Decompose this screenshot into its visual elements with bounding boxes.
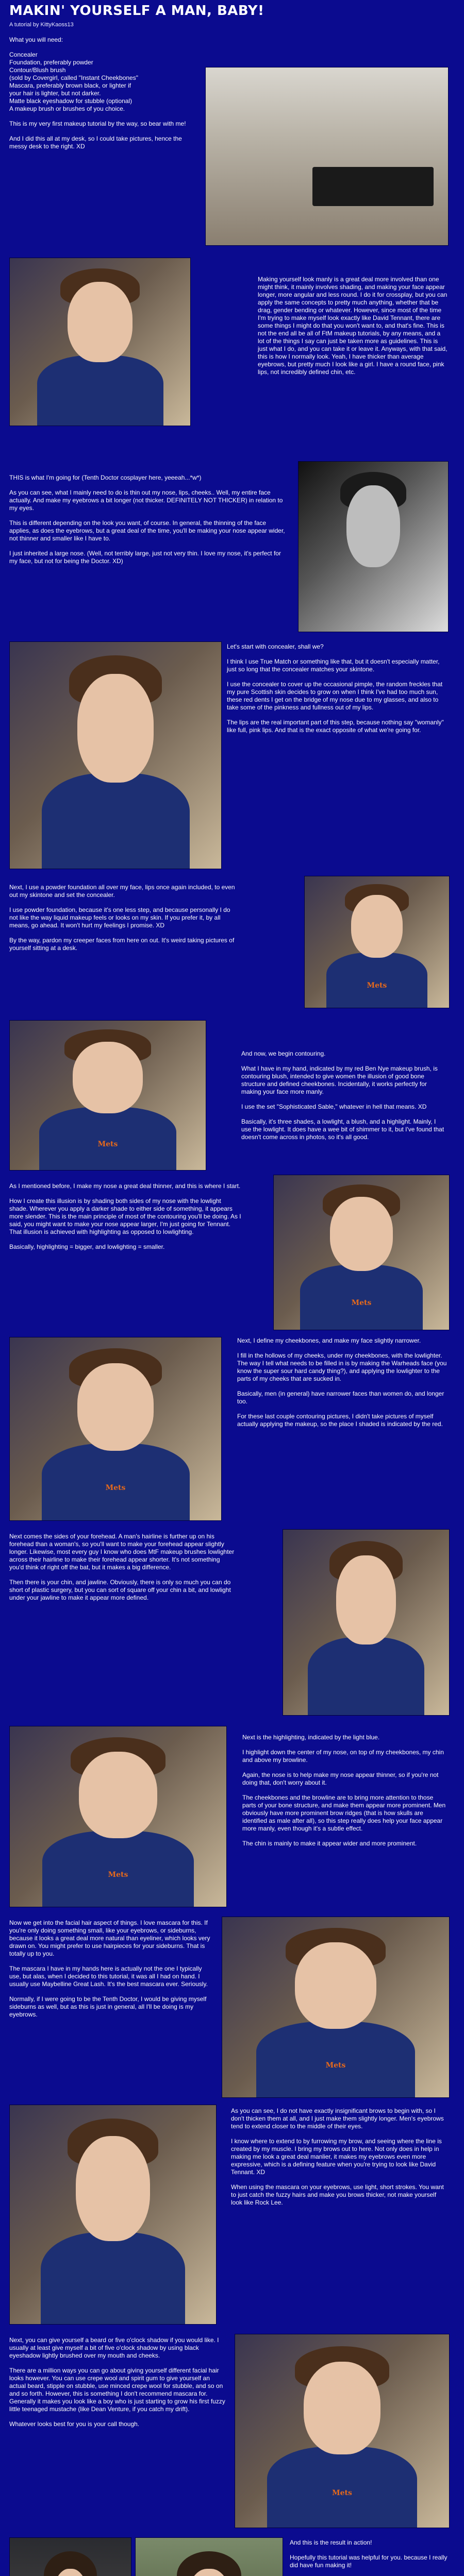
concealer-p1: Let's start with concealer, shall we? (227, 643, 324, 650)
supply-item: A makeup brush or brushes of you choice. (9, 105, 125, 112)
cheekbone-p3: Basically, men (in general) have narrower faces than women do, and longer too. (237, 1390, 444, 1405)
goal-p2: As you can see, what I mainly need to do is thin out my nose, lips, cheeks.. Well, my entire face actually. And make my eyebrows a bit longer (not thicker. DEFINITELY NOT THICKER) in relation to my eyes. (9, 489, 283, 512)
highlight-p2: I highlight down the center of my nose, on top of my cheekbones, my chin and above my browline. (242, 1749, 444, 1764)
nose-photo (273, 1175, 450, 1330)
nose-p3: Basically, highlighting = bigger, and lowlighting = smaller. (9, 1243, 165, 1250)
cheekbone-text (237, 1337, 449, 1435)
shirt-logo: Mets (105, 1484, 126, 1493)
mascara-p2: The mascara I have in my hands here is actually not the one I typically use, but alas, when I decided to this tutorial, it was all I had on hand. I usually use Maybelline Great Lash. It's the best mascara ever. Seriously. (9, 1965, 208, 1988)
contour-p2: What I have in my hand, indicated by my red Ben Nye makeup brush, is contouring blush, intended to give women the illusion of good bone structure and defined cheekbones. Incidentally, it works perfectly for making your face more manly. (241, 1065, 438, 1095)
cheekbone-p2: I fill in the hollows of my cheeks, under my cheekbones, with the lowlighter. The way I tell what needs to be filled in is by making the Warheads face (you know the super sour hard candy thing?), and applying the lowlighter to the parts of my cheeks that are sucked in. (237, 1352, 447, 1382)
eyebrow-p2: I know where to extend to by furrowing my brow, and seeing where the line is created by my muscle. I bring my brows out to here. Not only does in help in making me look a great deal manlier, it makes my eyebrows even more expressive, which is a defining feature when you're trying to look like David Tennant. XD (231, 2138, 442, 2176)
concealer-p4: The lips are the real important part of this step, because nothing say "womanly" like full, pink lips. And that is the exact opposite of what we're going for. (227, 719, 444, 734)
supply-item: Contour/Blush brush (9, 66, 66, 74)
supplies-text (9, 36, 195, 158)
concealer-p2: I think I use True Match or something like that, but it doesn't especially matter, just so long that the concealer matches your skintone. (227, 658, 440, 673)
shirt-logo: Mets (351, 1299, 372, 1307)
concealer-text (227, 643, 448, 741)
highlight-p5: The chin is mainly to make it appear wider and more prominent. (242, 1840, 417, 1847)
cheekbone-photo (9, 1337, 222, 1521)
supply-item: (sold by Covergirl, called "Instant Cheekbones" (9, 74, 138, 81)
contour-p3: I use the set "Sophisticated Sable," whatever in hell that means. XD (241, 1103, 427, 1110)
forehead-p2: Then there is your chin, and jawline. Obviously, there is only so much you can do short of plastic surgery, but you can sort of square off your chin a bit, and lowlight under your jawline to make it appear more defined. (9, 1579, 231, 1601)
nose-p1: As I mentioned before, I make my nose a great deal thinner, and this is where I start. (9, 1182, 241, 1190)
supply-item: Mascara, preferably brown black, or lighter if (9, 82, 131, 89)
forehead-p1: Next comes the sides of your forehead. A man's hairline is further up on his forehead than a woman's, so you'll want to make your forehead appear slightly longer. Likewise, most every guy I know who does MtF makeup brushes lowlighter across their hairline to make their forehead appear shorter. It's not something you'd think of right off the bat, but it makes a big difference. (9, 1533, 235, 1571)
result-text (290, 2539, 452, 2576)
cheekbone-p4: For these last couple contouring pictures, I didn't take pictures of myself actually applying the makeup, so the place I shaded is indicated by the red. (237, 1413, 443, 1428)
forehead-photo (283, 1529, 450, 1716)
goal-p1: THIS is what I'm going for (Tenth Doctor cosplayer here, yeeeah...*w*) (9, 474, 202, 481)
contour-p1: And now, we begin contouring. (241, 1050, 326, 1057)
foundation-photo (304, 876, 450, 1008)
eyebrow-text (231, 2107, 448, 2214)
desk-photo (205, 67, 449, 246)
result-p2: Hopefully this tutorial was helpful for you. because I really did have fun making it! (290, 2554, 448, 2569)
concealer-p3: I use the concealer to cover up the occasional pimple, the random freckles that my pure Scottish skin decides to grow on when I think I've had too much sun, these red dents I get on the bridge of my nose due to my glasses, and also to take some of the pinkness and fullness out of my lips. (227, 681, 443, 711)
mascara-photo (222, 1917, 450, 2098)
supply-item: Matte black eyeshadow for stubble (optional) (9, 97, 132, 105)
byline: A tutorial by KittyKaoss13 (9, 22, 74, 28)
shirt-logo: Mets (325, 2061, 346, 2070)
shirt-logo: Mets (97, 1140, 118, 1149)
foundation-p1: Next, I use a powder foundation all over my face, lips once again included, to even out my skintone and set the concealer. (9, 884, 235, 899)
nose-text (9, 1182, 241, 1258)
highlight-text (242, 1734, 449, 1855)
highlight-p3: Again, the nose is to help make my nose appear thinner, so if you're not doing that, don't worry about it. (242, 1771, 439, 1786)
highlight-p4: The cheekbones and the browline are to bring more attention to those parts of your bone structure, and make them appear more prominent. Men obviously have more prominent brow ridges (that is how skulls are identified as male after all), so this step really does help your face appear more manly, even though it's a subtle effect. (242, 1794, 446, 1832)
highlight-photo (9, 1726, 227, 1907)
keyboard-shape (312, 167, 434, 206)
supply-item: Foundation, preferably powder (9, 59, 93, 66)
desk-note: And I did this all at my desk, so I could take pictures, hence the messy desk to the right. XD (9, 135, 182, 150)
supply-item: Concealer (9, 51, 38, 58)
supply-item: your hair is lighter, but not darker. (9, 90, 101, 97)
before-photo (9, 258, 191, 426)
nose-p2: How I create this illusion is by shading both sides of my nose with the lowlight shade. Wherever you apply a darker shade to either side of something, it appears more slender. This is the main principle of most of the contouring you'll be doing. As I said, you might want to make your nose appear larger, I'm just going for Tennant. That illusion is achieved with highlighting as opposed to lowlighting. (9, 1197, 241, 1235)
result-p1: And this is the result in action! (290, 2539, 372, 2546)
first-tutorial-note: This is my very first makeup tutorial by the way, so bear with me! (9, 120, 186, 127)
beard-text (9, 2336, 226, 2435)
shirt-logo: Mets (108, 1871, 128, 1879)
shirt-logo: Mets (332, 2489, 352, 2497)
goal-p4: I just inherited a large nose. (Well, not terribly large, just not very thin. I love my nose, it's perfect for my face, but not for being the Doctor. XD) (9, 550, 281, 565)
beard-photo (235, 2334, 450, 2528)
foundation-p3: By the way, pardon my creeper faces from here on out. It's weird taking pictures of yourself sitting at a desk. (9, 937, 235, 952)
goal-text (9, 474, 288, 572)
intro-paragraph: Making yourself look manly is a great deal more involved than one might think, it mainly involves shading, and making your face appear longer, more angular and less round. I do it for crossplay, but you can apply the same concepts to pretty much anything, whether that be drag, gender bending or whatever. However, since most of the time I'm trying to make myself look exactly like David Tennant, there are some things I might do that you won't want to, and that's fine. This is not the end all be all of FtM makeup tutorials, by any means, and a lot of the things I say can just be taken more as guidelines. This is just what I do, and you can take it or leave it. Anyways, with that said, this is how I normally look. Yeah, I have thicker than average eyebrows, but pretty much I look like a girl. I have a round face, pink lips, not incredibly defined chin, etc. (258, 276, 448, 376)
eyebrow-p3: When using the mascara on your eyebrows, use light, short strokes. You want to just catch the fuzzy hairs and make you brows thicker, not make yourself look like Rock Lee. (231, 2183, 444, 2206)
intro-text (258, 276, 449, 383)
beard-p3: Whatever looks best for you is your call though. (9, 2420, 140, 2428)
mascara-p1: Now we get into the facial hair aspect of things. I love mascara for this. If you're only doing something small, like your eyebrows, or sideburns, because it looks a great deal more natural than eyeliner, which looks very drawn on. You might prefer to use hairpieces for your sideburns. That is totally up to you. (9, 1919, 210, 1957)
eyebrow-p1: As you can see, I do not have exactly insignificant brows to begin with, so I don't thicken them at all, and I just make them slightly longer. Men's eyebrows tend to extend closer to the middle of their eyes. (231, 2107, 444, 2130)
reference-photo (298, 461, 449, 632)
result-photo-outdoor (135, 2537, 283, 2576)
mascara-text (9, 1919, 213, 2026)
eyebrow-photo (9, 2105, 217, 2325)
contour-text (241, 1050, 448, 1148)
forehead-text (9, 1533, 236, 1609)
mascara-p3: Normally, if I were going to be the Tenth Doctor, I would be giving myself sideburns as well, but as this is just in general, all I'll be doing is my eyebrows. (9, 1995, 207, 2018)
goal-p3: This is different depending on the look you want, of course. In general, the thinning of the face applies, as does the eyebrows, but a great deal of the time, you'll be making your nose appear wider, not thinner and smaller like I have to. (9, 519, 285, 542)
shirt-logo: Mets (367, 981, 387, 990)
foundation-p2: I use powder foundation, because it's one less step, and because personally I do not like the way liquid makeup feels or looks on my skin. If you prefer it, by all means, go ahead. It won't hurt my feelings I promise. XD (9, 906, 230, 929)
foundation-text (9, 884, 236, 959)
highlight-p1: Next is the highlighting, indicated by the light blue. (242, 1734, 380, 1741)
supplies-intro: What you will need: (9, 36, 63, 43)
page-title: MAKIN' YOURSELF A MAN, BABY! (9, 3, 264, 19)
concealer-photo (9, 641, 222, 869)
beard-p1: Next, you can give yourself a beard or five o'clock shadow if you would like. I usually at least give myself a bit of five o'clock shadow by using black eyeshadow lightly brushed over my mouth and cheeks. (9, 2336, 219, 2359)
contour-brush-photo (9, 1020, 206, 1171)
beard-p2: There are a million ways you can go about giving yourself different facial hair looks however. You can use crepe wool and spirit gum to give yourself an actual beard, stipple on stubble, use minced crepe wool for stubble, and so on and so forth. However, this is something I don't recommend mascara for. Generally it makes you look like a boy who is just starting to grow his first fuzzy little teenaged mustache (like Dean Venture, if you catch my drift). (9, 2367, 225, 2413)
cheekbone-p1: Next, I define my cheekbones, and make my face slightly narrower. (237, 1337, 421, 1344)
result-photo-indoor (9, 2537, 131, 2576)
contour-p4: Basically, it's three shades, a lowlight, a blush, and a highlight. Mainly, I use the lowlight. It does have a wee bit of shimmer to it, but I've found that doesn't come across in photos, so it's all good. (241, 1118, 444, 1141)
